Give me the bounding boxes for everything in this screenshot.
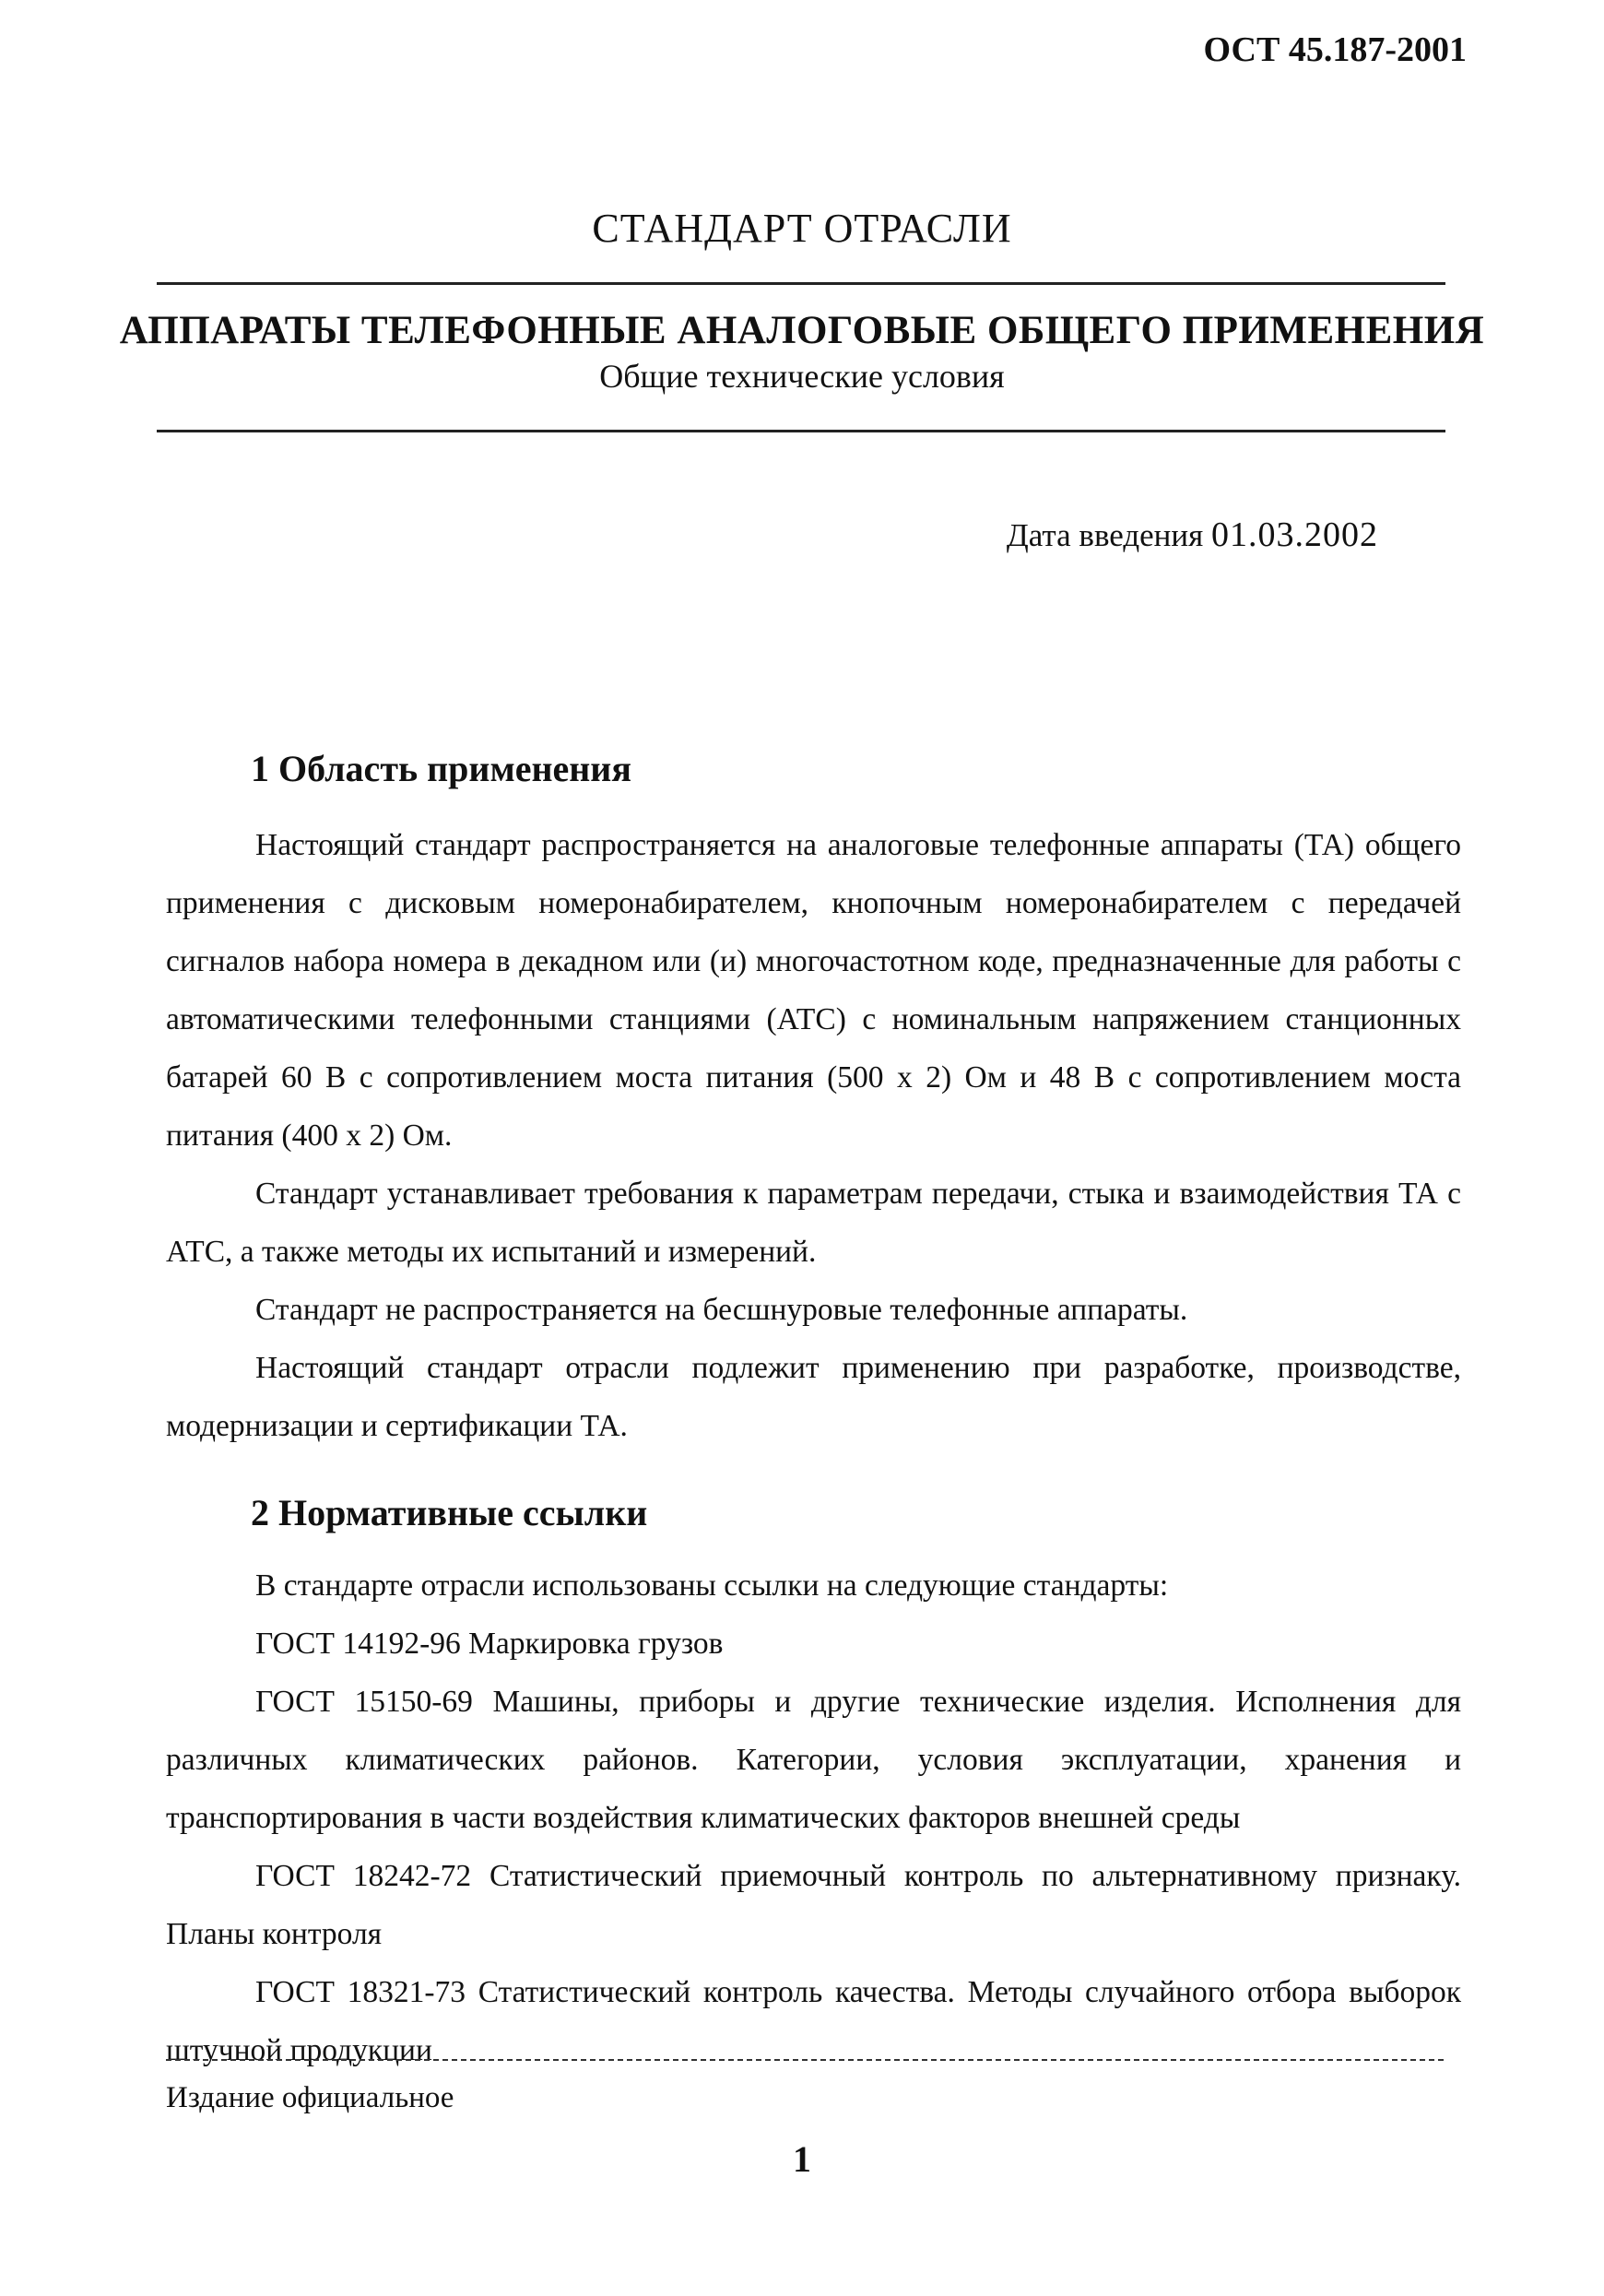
introduction-date-value: 01.03.2002 — [1211, 515, 1378, 554]
paragraph: Настоящий стандарт распространяется на аналоговые телефонные аппараты (ТА) общего применения с дисковым номеронабирателем, кнопочным номеронабирателем с передачей сигналов набора номера в декадном или (и) многочастотном коде, предназначенные для работы с автоматическими телефонными станциями (АТС) с номинальным напряжением станционных батарей 60 В с сопротивлением моста питания (500 х 2) Ом и 48 В с сопротивлением моста питания (400 х 2) Ом. — [166, 828, 1461, 1153]
title-top-rule — [157, 282, 1445, 285]
title-bottom-rule — [157, 430, 1445, 432]
document-title: АППАРАТЫ ТЕЛЕФОННЫЕ АНАЛОГОВЫЕ ОБЩЕГО ПРИМЕНЕНИЯ — [119, 309, 1485, 352]
footer-note: Издание официальное — [166, 2081, 454, 2114]
section-heading: 1 Область применения — [251, 748, 631, 789]
reference-item: ГОСТ 18321-73 Статистический контроль качества. Методы случайного отбора выборок штучной продукции — [166, 1975, 1461, 2067]
footer-divider — [166, 2059, 1444, 2061]
reference-item: ГОСТ 18242-72 Статистический приемочный контроль по альтернативному признаку. Планы контроля — [166, 1859, 1461, 1951]
introduction-date-label: Дата введения — [1006, 517, 1204, 553]
introduction-date — [1007, 515, 1378, 555]
paragraph: В стандарте отрасли использованы ссылки на следующие стандарты: — [255, 1568, 1169, 1603]
section-heading: 2 Нормативные ссылки — [251, 1492, 648, 1533]
paragraph: Настоящий стандарт отрасли подлежит применению при разработке, производстве, модернизации и сертификации ТА. — [166, 1351, 1461, 1443]
reference-item: ГОСТ 14192-96 Маркировка грузов — [255, 1627, 724, 1661]
page-number: 1 — [793, 2138, 811, 2180]
section-body — [166, 1556, 1461, 2079]
reference-item: ГОСТ 15150-69 Машины, приборы и другие технические изделия. Исполнения для различных климатических районов. Категории, условия эксплуатации, хранения и транспортирования в части воздействия климатических факторов внешней среды — [166, 1685, 1461, 1835]
standard-type: СТАНДАРТ ОТРАСЛИ — [592, 206, 1012, 251]
document-subtitle: Общие технические условия — [599, 358, 1005, 395]
paragraph: Стандарт устанавливает требования к параметрам передачи, стыка и взаимодействия ТА с АТС, а также методы их испытаний и измерений. — [166, 1177, 1461, 1269]
document-code: ОСТ 45.187-2001 — [1203, 30, 1467, 69]
section-body — [166, 816, 1461, 1455]
paragraph: Стандарт не распространяется на бесшнуровые телефонные аппараты. — [255, 1293, 1188, 1327]
